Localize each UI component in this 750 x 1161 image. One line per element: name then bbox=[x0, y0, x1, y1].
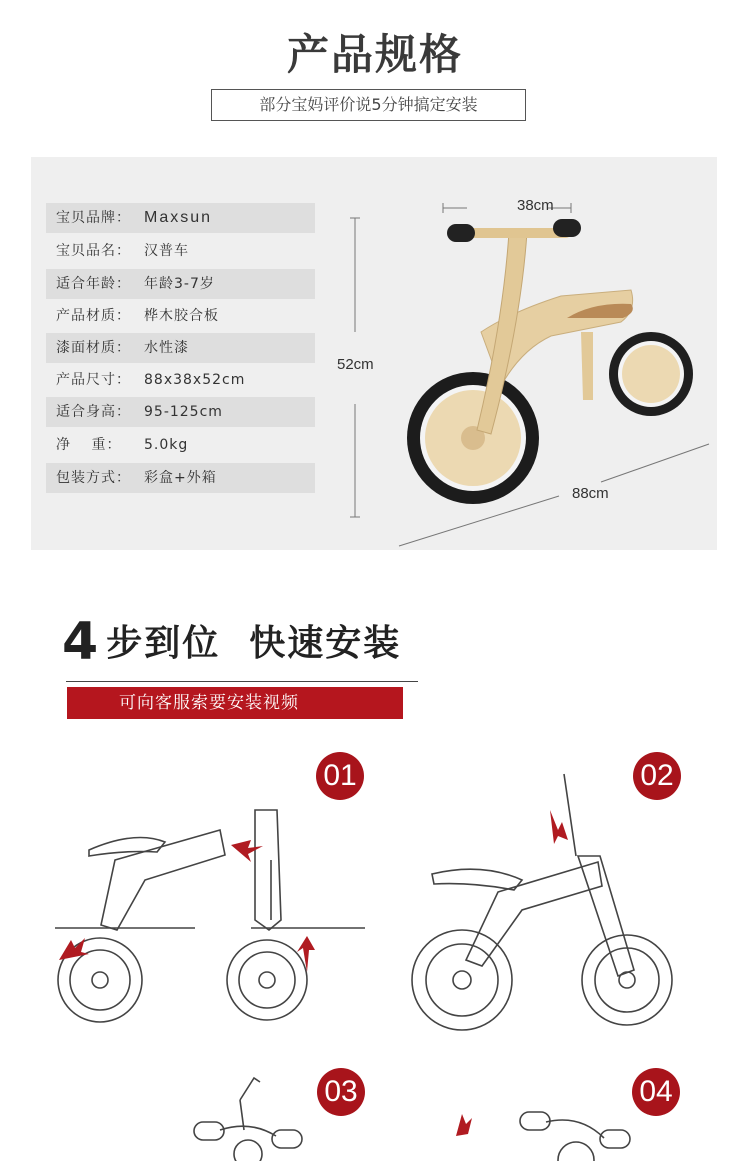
spec-key: 漆面材质： bbox=[56, 340, 131, 356]
install-video-banner: 可向客服索要安装视频 bbox=[67, 687, 403, 719]
step-02-diagram bbox=[402, 770, 682, 1042]
spec-row-package bbox=[46, 463, 315, 493]
step-01-diagram bbox=[45, 800, 375, 1040]
subtitle-box: 部分宝妈评价说5分钟搞定安装 bbox=[211, 89, 526, 121]
spec-key: 包装方式： bbox=[56, 470, 131, 486]
spec-row-name bbox=[46, 236, 315, 266]
spec-value: 88x38x52cm bbox=[144, 372, 246, 388]
step-badge-01: 01 bbox=[316, 752, 364, 800]
dimension-width: 38cm bbox=[517, 197, 554, 214]
step-03-diagram bbox=[180, 1070, 310, 1161]
spec-value: 5.0kg bbox=[144, 437, 189, 453]
spec-key: 宝贝品名： bbox=[56, 243, 131, 259]
step-badge-04: 04 bbox=[632, 1068, 680, 1116]
spec-key: 产品材质： bbox=[56, 308, 131, 324]
spec-value: 汉普车 bbox=[144, 243, 189, 259]
dimension-height: 52cm bbox=[337, 356, 374, 373]
heading-part-a: 步到位 bbox=[106, 623, 221, 664]
spec-row-age bbox=[46, 269, 315, 299]
spec-value: 桦木胶合板 bbox=[144, 308, 219, 324]
step-badge-02: 02 bbox=[633, 752, 681, 800]
step-04-diagram bbox=[440, 1100, 640, 1161]
step-count: 4 bbox=[62, 612, 101, 672]
spec-value: 95-125cm bbox=[144, 404, 223, 420]
page-title: 产品规格 bbox=[286, 30, 463, 79]
spec-key: 产品尺寸： bbox=[56, 372, 131, 388]
spec-key: 适合年龄： bbox=[56, 276, 131, 292]
spec-value: 年龄3-7岁 bbox=[144, 276, 215, 292]
spec-row-size bbox=[46, 365, 315, 395]
step-badge-03: 03 bbox=[317, 1068, 365, 1116]
spec-row-brand bbox=[46, 203, 315, 233]
spec-row-material bbox=[46, 301, 315, 331]
spec-key: 净 重： bbox=[56, 437, 122, 453]
spec-panel bbox=[31, 157, 717, 550]
spec-key: 宝贝品牌： bbox=[56, 210, 131, 226]
heading-divider bbox=[66, 681, 418, 682]
spec-value: Maxsun bbox=[144, 209, 213, 226]
spec-value: 彩盒+外箱 bbox=[144, 470, 217, 486]
spec-row-weight bbox=[46, 430, 315, 460]
spec-row-paint bbox=[46, 333, 315, 363]
bike-photo bbox=[331, 172, 717, 550]
dimension-length: 88cm bbox=[572, 485, 609, 502]
balance-bike-illustration bbox=[331, 172, 717, 550]
spec-key: 适合身高： bbox=[56, 404, 131, 420]
spec-value: 水性漆 bbox=[144, 340, 189, 356]
heading-part-b: 快速安装 bbox=[249, 623, 402, 664]
spec-row-height bbox=[46, 397, 315, 427]
install-heading bbox=[62, 612, 401, 672]
